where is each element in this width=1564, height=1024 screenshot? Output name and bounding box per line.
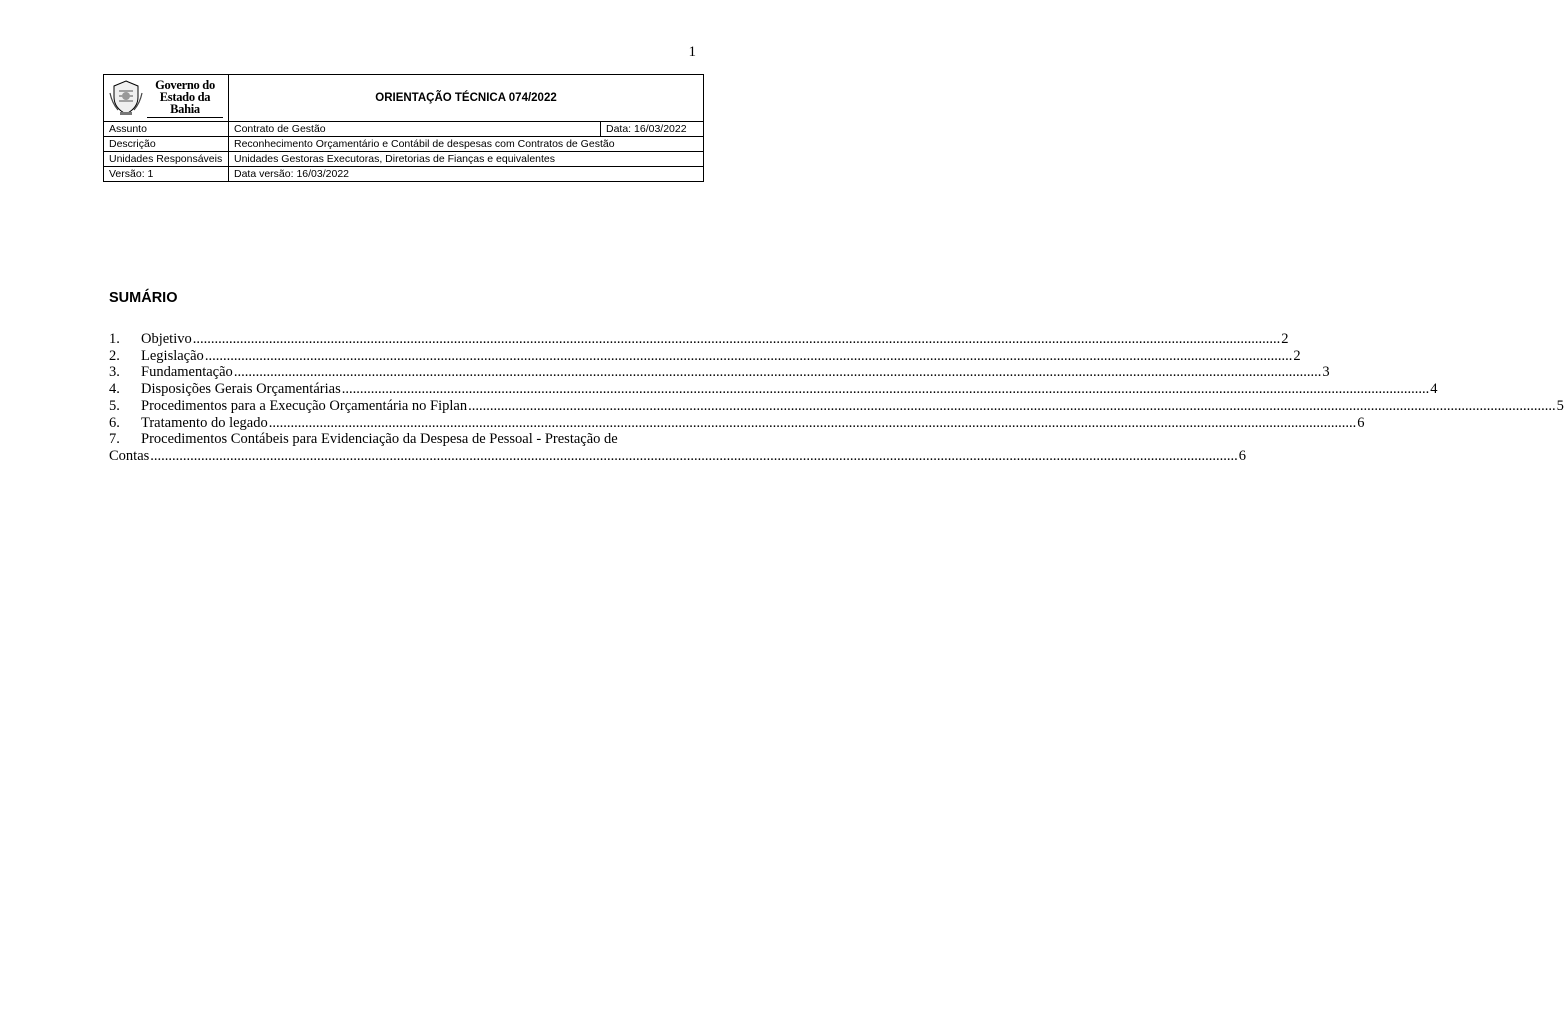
toc-page: 3 <box>1322 364 1330 381</box>
toc-page: 2 <box>1281 331 1289 347</box>
assunto-label: Assunto <box>104 122 229 137</box>
descricao-label: Descrição <box>104 137 229 152</box>
toc-title: Objetivo <box>141 331 192 347</box>
toc-number: 6. <box>109 414 120 431</box>
toc-number: 1. <box>109 331 120 347</box>
toc-page: 4 <box>1430 381 1438 398</box>
toc-item[interactable] <box>109 414 1365 432</box>
assunto-value: Contrato de Gestão <box>229 122 601 137</box>
versao-label: Versão: 1 <box>104 167 229 182</box>
government-logo <box>109 79 223 118</box>
coat-of-arms-icon <box>109 79 143 117</box>
toc-number: 4. <box>109 381 120 398</box>
toc-item[interactable] <box>109 331 1289 348</box>
toc-leader: ............................................................................................................................................................................................................................................................................................................ <box>150 447 1238 464</box>
toc-page: 6 <box>1238 447 1247 464</box>
toc-title-continuation: Contas <box>109 447 150 464</box>
toc-title: Disposições Gerais Orçamentárias <box>141 381 341 398</box>
document-title: ORIENTAÇÃO TÉCNICA 074/2022 <box>229 75 704 122</box>
toc-title: Tratamento do legado <box>141 414 268 431</box>
toc-number: 5. <box>109 397 120 414</box>
toc-item[interactable] <box>109 364 1330 381</box>
unidades-label: Unidades Responsáveis <box>104 152 229 167</box>
toc-title: Procedimentos para a Execução Orçamentária no Fiplan <box>141 397 468 414</box>
document-header-table <box>103 74 704 182</box>
descricao-value: Reconhecimento Orçamentário e Contábil de despesas com Contratos de Gestão <box>229 137 704 152</box>
toc-item[interactable] <box>109 397 1564 415</box>
toc-leader: ............................................................................................................................................................................................................................................................................................................ <box>204 347 1293 364</box>
toc-number: 2. <box>109 347 120 364</box>
toc-title: Procedimentos Contábeis para Evidenciação da Despesa de Pessoal - Prestação de <box>141 431 618 448</box>
toc-item[interactable] <box>109 381 1438 398</box>
toc-item[interactable] <box>109 431 697 448</box>
toc-number: 7. <box>109 431 120 448</box>
toc-leader: ............................................................................................................................................................................................................................................................................................................ <box>192 331 1281 347</box>
toc-item[interactable] <box>109 347 1301 365</box>
page-number: 1 <box>688 44 696 60</box>
toc-title: Legislação <box>141 347 204 364</box>
logo-cell <box>104 75 229 122</box>
toc-number: 3. <box>109 364 120 381</box>
toc-page: 6 <box>1357 414 1365 431</box>
table-of-contents <box>109 331 1564 465</box>
toc-item-continuation[interactable] <box>109 447 1247 465</box>
sumario-title: SUMÁRIO <box>109 290 178 306</box>
toc-leader: ............................................................................................................................................................................................................................................................................................................ <box>233 364 1322 381</box>
data-value: Data: 16/03/2022 <box>601 122 704 137</box>
toc-title: Fundamentação <box>141 364 233 381</box>
toc-leader: ............................................................................................................................................................................................................................................................................................................ <box>268 414 1357 431</box>
toc-page: 2 <box>1293 347 1301 364</box>
toc-page: 5 <box>1556 397 1564 414</box>
unidades-value: Unidades Gestoras Executoras, Diretorias de Fianças e equivalentes <box>229 152 704 167</box>
toc-leader: ............................................................................................................................................................................................................................................................................................................ <box>468 397 1556 414</box>
logo-line1: Governo do <box>155 77 215 92</box>
data-versao-value: Data versão: 16/03/2022 <box>229 167 704 182</box>
logo-line2: Estado da Bahia <box>159 89 211 116</box>
toc-leader: ............................................................................................................................................................................................................................................................................................................ <box>341 381 1430 398</box>
logo-underline <box>147 117 223 118</box>
